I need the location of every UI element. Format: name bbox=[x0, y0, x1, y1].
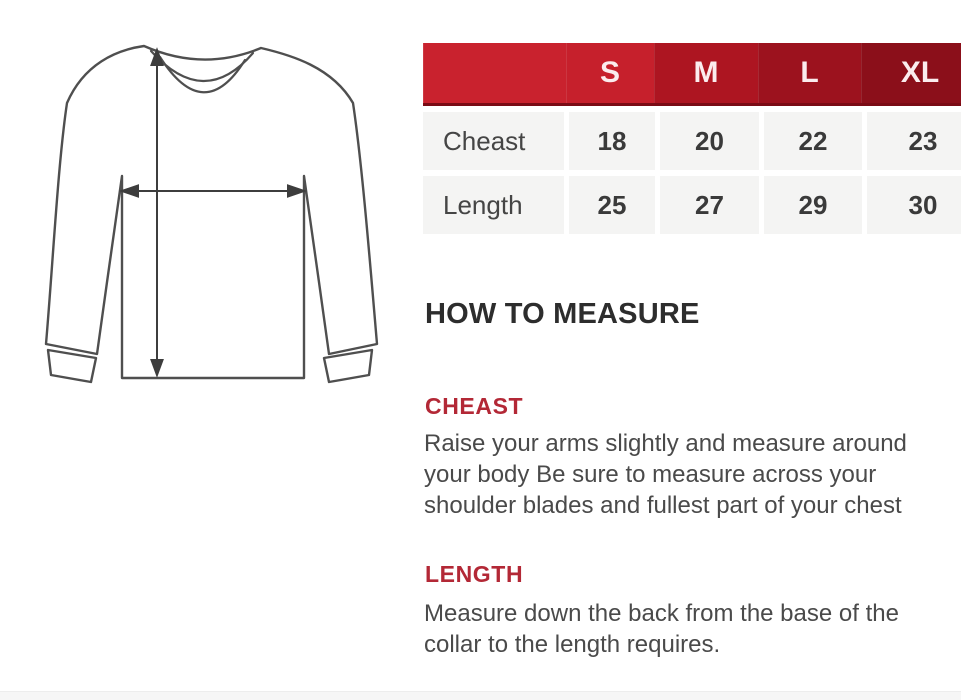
cheast-s-value: 18 bbox=[569, 112, 655, 170]
length-m-value: 27 bbox=[660, 176, 759, 234]
shirt-outline bbox=[46, 46, 377, 378]
cheast-section-text bbox=[424, 428, 907, 521]
length-s-value: 25 bbox=[569, 176, 655, 234]
shirt-diagram-svg bbox=[0, 0, 420, 470]
row-label-cheast: Cheast bbox=[423, 112, 564, 170]
size-chart-table bbox=[423, 43, 961, 234]
right-cuff bbox=[324, 350, 372, 382]
size-chart-header-row bbox=[423, 43, 961, 106]
table-row-length bbox=[423, 176, 961, 234]
cheast-l-value: 22 bbox=[764, 112, 862, 170]
left-cuff bbox=[48, 350, 96, 382]
length-xl-value: 30 bbox=[867, 176, 961, 234]
cheast-text-line-3: shoulder blades and fullest part of your chest bbox=[424, 492, 902, 519]
bottom-edge-strip bbox=[0, 691, 961, 700]
length-l-value: 29 bbox=[764, 176, 862, 234]
header-size-l: L bbox=[758, 43, 861, 103]
table-row-cheast bbox=[423, 112, 961, 170]
cheast-m-value: 20 bbox=[660, 112, 759, 170]
cheast-section-heading: CHEAST bbox=[425, 393, 524, 419]
length-section-heading: LENGTH bbox=[425, 561, 524, 587]
header-empty-cell bbox=[423, 43, 566, 103]
length-text-line-2: collar to the length requires. bbox=[424, 631, 721, 658]
cheast-text-line-1: Raise your arms slightly and measure around bbox=[424, 430, 907, 457]
shirt-diagram bbox=[0, 0, 420, 470]
how-to-measure-title: HOW TO MEASURE bbox=[425, 298, 700, 330]
header-size-xl: XL bbox=[861, 43, 961, 103]
length-text-line-1: Measure down the back from the base of the bbox=[424, 600, 899, 627]
cheast-text-line-2: your body Be sure to measure across your bbox=[424, 461, 877, 488]
header-size-s: S bbox=[566, 43, 654, 103]
row-label-length: Length bbox=[423, 176, 564, 234]
header-size-m: M bbox=[654, 43, 758, 103]
length-section-text bbox=[424, 598, 899, 660]
cheast-xl-value: 23 bbox=[867, 112, 961, 170]
